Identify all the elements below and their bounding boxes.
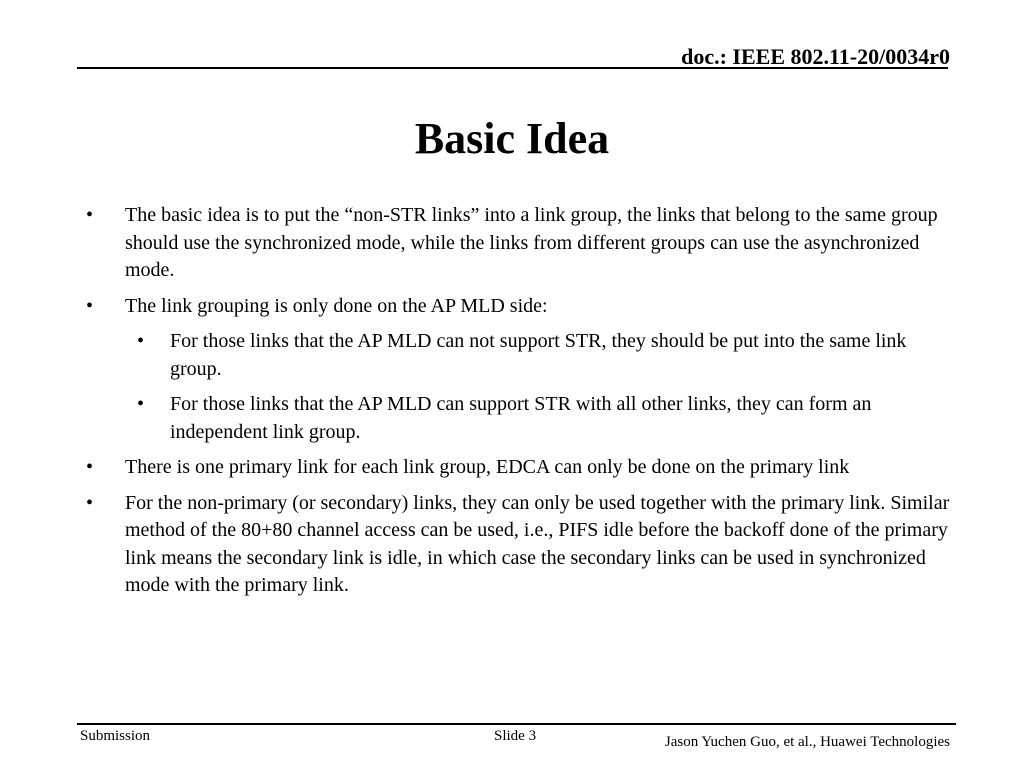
bullet-text: There is one primary link for each link group, EDCA can only be done on the primary link <box>125 456 850 478</box>
bullet-item <box>80 202 952 285</box>
bullet-text: The link grouping is only done on the AP MLD side: <box>125 294 548 317</box>
sub-bullet-item <box>125 328 952 383</box>
slide-title: Basic Idea <box>414 114 610 163</box>
bullet-icon: • <box>86 491 94 514</box>
footer-authors: Jason Yuchen Guo, et al., Huawei Technologies <box>664 734 950 750</box>
bullet-item <box>80 293 952 447</box>
bullet-icon: • <box>86 456 94 478</box>
sub-bullet-text: For those links that the AP MLD can not support STR, they should be put into the same link group. <box>170 330 907 380</box>
bullet-text: The basic idea is to put the “non-STR links” into a link group, the links that belong to the same group should use the synchronized mode, while the links from different groups can use the asynchronized mode. <box>125 204 938 281</box>
bullet-icon: • <box>86 294 94 317</box>
bullet-icon: • <box>86 204 94 226</box>
sub-bullet-list <box>125 328 952 446</box>
bullet-text: For the non-primary (or secondary) links, they can only be used together with the primary link. Similar method of the 80+80 channel access can be used, i.e., PIFS idle before the backoff done of the primary link means the secondary link is idle, in which case the secondary links can be used in synchronized mode with the primary link. <box>125 491 950 596</box>
bullet-item <box>80 454 952 482</box>
slide-body <box>80 202 952 608</box>
bullet-icon: • <box>137 330 145 352</box>
bullet-item <box>80 490 952 600</box>
bullet-icon: • <box>137 393 145 415</box>
footer-submission: Submission <box>80 728 151 744</box>
document-id: doc.: IEEE 802.11-20/0034r0 <box>681 44 950 69</box>
footer-divider <box>77 723 956 725</box>
sub-bullet-item <box>125 391 952 446</box>
slide-number: Slide 3 <box>494 728 537 744</box>
sub-bullet-text: For those links that the AP MLD can support STR with all other links, they can form an independent link group. <box>170 393 872 443</box>
bullet-list <box>80 202 952 600</box>
header-divider <box>77 67 948 69</box>
